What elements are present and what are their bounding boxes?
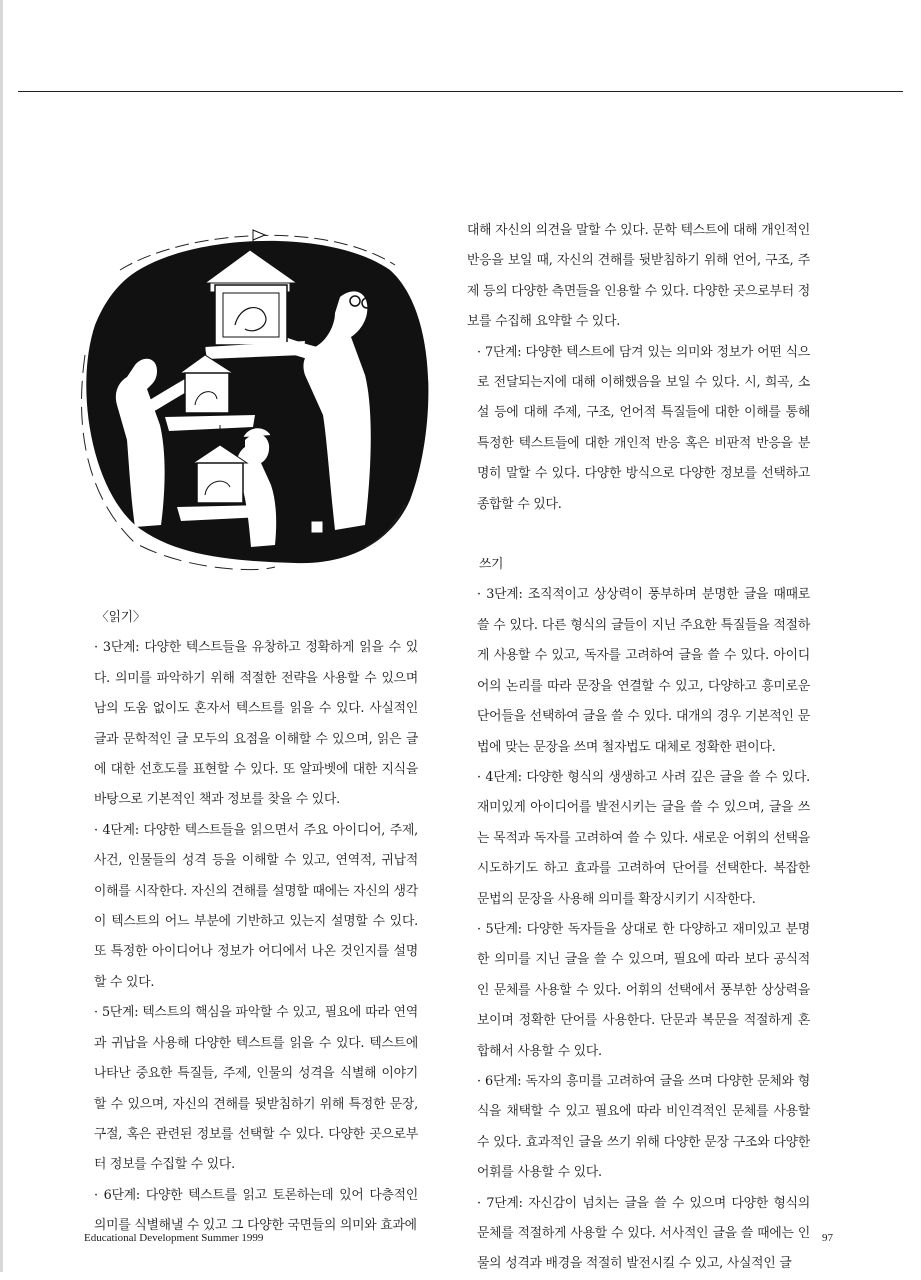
paragraph: · 7단계: 자신감이 넘치는 글을 쓸 수 있으며 다양한 형식의 문체를 적절하게 사용할 수 있다. 서사적인 글을 쓸 때에는 인물의 성격과 배경을 적절히 발전시킬 수 있고, 사실적인 글 (477, 1195, 810, 1272)
section-heading-writing: 쓰기 (479, 557, 504, 573)
paragraph: · 3단계: 조직적이고 상상력이 풍부하며 분명한 글을 때때로 쓸 수 있다. 다른 형식의 글들이 지닌 주요한 특질들을 적절하게 사용할 수 있고, 독자를 고려하여 글을 쓸 수 있다. 아이디어의 논리를 따라 문장을 연결할 수 있고, 다양하고 흥미로운 단어들을 선택하여 글을 쓸 수 있다. 대개의 경우 기본적인 문법에 맞는 문장을 쓰며 철자법도 대체로 정확한 편이다. (477, 587, 810, 755)
paragraph: · 5단계: 다양한 독자들을 상대로 한 다양하고 재미있고 분명한 의미를 지닌 글을 쓸 수 있으며, 필요에 따라 보다 공식적인 문체를 사용할 수 있다. 어휘의 선택에서 풍부한 상상력을 보이며 정확한 단어를 사용한다. 단문과 복문을 적절하게 혼합해서 사용할 수 있다. (477, 921, 810, 1059)
left-column (84, 603, 418, 1242)
paragraph: · 4단계: 다양한 형식의 생생하고 사려 깊은 글을 쓸 수 있다. 재미있게 아이디어를 발전시키는 글을 쓸 수 있으며, 글을 쓰는 목적과 독자를 고려하여 쓸 수 있다. 새로운 어휘의 선택을 시도하기도 하고 효과를 고려하여 단어를 선택한다. 복잡한 문법의 문장을 사용해 의미를 확장시키기 시작한다. (477, 769, 810, 907)
paragraph: · 5단계: 텍스트의 핵심을 파악할 수 있고, 필요에 따라 연역과 귀납을 사용해 다양한 텍스트를 읽을 수 있다. 텍스트에 나타난 중요한 특질들, 주제, 인물의 성격을 식별해 이야기할 수 있으며, 자신의 견해를 뒷받침하기 위해 특정한 문장, 구절, 혹은 관련된 정보를 선택할 수 있다. 다양한 곳으로부터 정보를 수집할 수 있다. (94, 1005, 418, 1173)
paragraph: · 6단계: 독자의 흥미를 고려하여 글을 쓰며 다양한 문체와 형식을 채택할 수 있고 필요에 따라 비인격적인 문체를 사용할 수 있다. 효과적인 글을 쓰기 위해 다양한 문장 구조와 다양한 어휘를 사용할 수 있다. (477, 1073, 810, 1181)
footer-page-number: 97 (822, 1232, 833, 1244)
page-edge-shadow (0, 0, 3, 1272)
paragraph: · 3단계: 다양한 텍스트들을 유창하고 정확하게 읽을 수 있다. 의미를 파악하기 위해 적절한 전략을 사용할 수 있으며 남의 도움 없이도 혼자서 텍스트를 읽을 수 있다. 사실적인 글과 문학적인 글 모두의 요점을 이해할 수 있으며, 읽은 글에 대한 선호도를 표현할 수 있다. 또 알파벳에 대한 지식을 바탕으로 기본적인 책과 정보를 찾을 수 있다. (94, 640, 418, 808)
paragraph: · 7단계: 다양한 텍스트에 담겨 있는 의미와 정보가 어떤 식으로 전달되는지에 대해 이해했음을 보일 수 있다. 시, 희곡, 소설 등에 대해 주제, 구조, 언어적 특질들에 대한 이해를 통해 특정한 텍스트들에 대한 개인적 반응 혹은 비판적 반응을 분명히 말할 수 있다. 다양한 방식으로 다양한 정보를 선택하고 종합할 수 있다. (477, 344, 810, 512)
header-rule (18, 91, 903, 92)
section-heading-reading: 〈읽기〉 (96, 610, 146, 625)
people-holding-stacked-birdhouses-icon (65, 225, 440, 585)
paragraph: · 4단계: 다양한 텍스트들을 읽으면서 주요 아이디어, 주제, 사건, 인물들의 성격 등을 이해할 수 있고, 연역적, 귀납적 이해를 시작한다. 자신의 견해를 설명할 때에는 자신의 생각이 텍스트의 어느 부분에 기반하고 있는지 설명할 수 있다. 또 특정한 아이디어나 정보가 어디에서 나온 것인지를 설명할 수 있다. (94, 822, 418, 990)
section-gap (467, 520, 810, 550)
paragraph: 대해 자신의 의견을 말할 수 있다. 문학 텍스트에 대해 개인적인 반응을 보일 때, 자신의 견해를 뒷받침하기 위해 언어, 구조, 주제 등의 다양한 측면들을 인용할 수 있다. 다양한 곳으로부터 정보를 수집해 요약할 수 있다. (467, 223, 810, 330)
right-column (467, 216, 810, 1280)
paragraph: · 6단계: 다양한 텍스트를 읽고 토론하는데 있어 다층적인 의미를 식별해낼 수 있고 그 다양한 국면들의 의미와 효과에 (94, 1187, 418, 1234)
footer-publication: Educational Development Summer 1999 (84, 1232, 264, 1244)
